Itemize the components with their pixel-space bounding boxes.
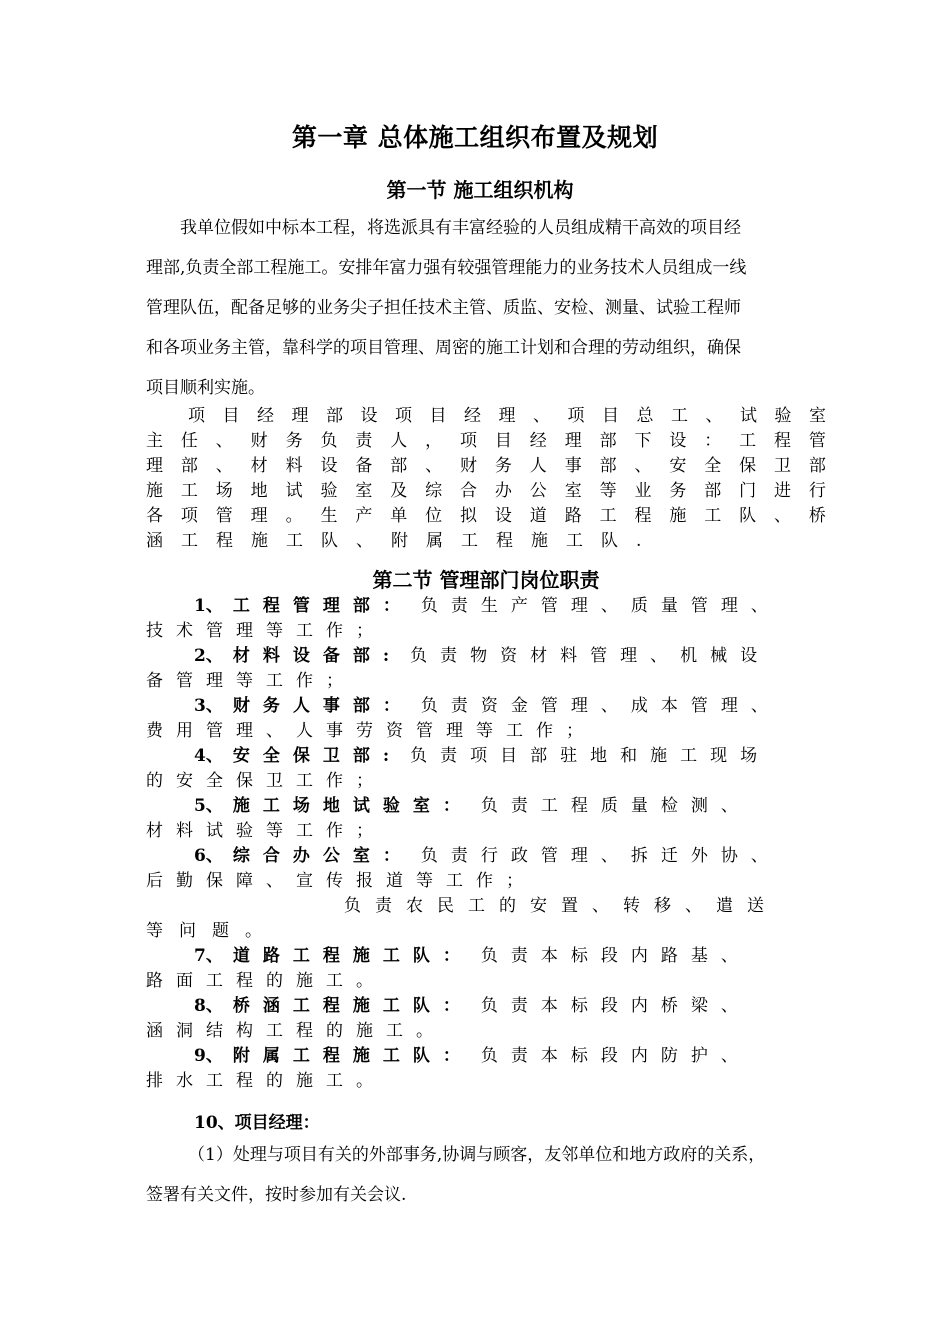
duty-number: 8、: [194, 996, 223, 1016]
duty-separator: ：: [442, 996, 473, 1016]
duty-item: [146, 944, 846, 969]
duty-description-continued: 排水工程的施工。: [146, 1071, 386, 1091]
duty-extra: [146, 894, 846, 919]
duty-department-name: 桥涵工程施工队: [232, 996, 443, 1016]
duty-description-continued: 备管理等工作；: [146, 671, 356, 691]
duty-number: 7、: [194, 946, 223, 966]
duty-number: 6、: [194, 846, 223, 866]
duty-description-continued: 后勤保障、宣传报道等工作；: [146, 871, 536, 891]
duties-list: [146, 594, 846, 1094]
paragraph-line: 我单位假如中标本工程，将选派具有丰富经验的人员组成精干高效的项目经: [180, 218, 741, 238]
duty-department-name: 工程管理部: [232, 596, 383, 616]
duty-department-name: 附属工程施工队: [232, 1046, 443, 1066]
paragraph-line: 签署有关文件，按时参加有关会议.: [146, 1185, 407, 1205]
paragraph-line: （1）处理与项目有关的外部事务,协调与顾客，友邻单位和地方政府的关系，: [188, 1145, 766, 1165]
paragraph-line: 管理队伍，配备足够的业务尖子担任技术主管、质监、安检、测量、试验工程师: [146, 298, 741, 318]
paragraph-organization-intro: [146, 208, 836, 408]
duty-department-name: 安全保卫部: [232, 746, 383, 766]
duty-description: 负责物资材料管理、机械设: [410, 646, 771, 666]
duty-department-name: 财务人事部: [232, 696, 383, 716]
duty-department-name: 施工场地试验室: [232, 796, 443, 816]
duty-number: 3、: [194, 696, 223, 716]
duty-description: 负责本标段内桥梁、: [480, 996, 751, 1016]
duty-separator: ：: [382, 846, 413, 866]
duty-item: [146, 1044, 846, 1069]
duty-continuation: [146, 669, 846, 694]
duty-description: 负责资金管理、成本管理、: [420, 696, 781, 716]
section-title-duties: 第二节 管理部门岗位职责: [372, 568, 600, 592]
duty-number: 1、: [194, 596, 223, 616]
duty-description: 负责工程质量检测、: [480, 796, 751, 816]
duty-department-name: 综合办公室: [232, 846, 383, 866]
duty-item: [146, 694, 846, 719]
duty-description-continued: 的安全保卫工作；: [146, 771, 386, 791]
duty-continuation: [146, 1069, 846, 1094]
section-title-organization: 第一节 施工组织机构: [386, 178, 574, 202]
duty-description-continued: 涵洞结构工程的施工。: [146, 1021, 446, 1041]
duty-description-continued: 技术管理等工作；: [146, 621, 386, 641]
duty-item: [146, 644, 846, 669]
duty-extra-continuation: [146, 919, 846, 944]
paragraph-line: 主 任 、 财 务 负 责 人 ， 项 目 经 理 部 下 设 ： 工 程 管: [146, 431, 826, 451]
duty-extra-description-continued: 等问题。: [146, 921, 278, 941]
paragraph-line: 项 目 经 理 部 设 项 目 经 理 、 项 目 总 工 、 试 验 室: [188, 406, 826, 426]
duty-continuation: [146, 619, 846, 644]
paragraph-line: 施 工 场 地 试 验 室 及 综 合 办 公 室 等 业 务 部 门 进 行: [146, 481, 826, 501]
paragraph-line: 项目顺利实施。: [146, 378, 265, 398]
chapter-title: 第一章 总体施工组织布置及规划: [291, 123, 659, 152]
paragraph-line: 涵 工 程 施 工 队 、 附 属 工 程 施 工 队 .: [146, 531, 642, 551]
paragraph-project-manager-duty: [146, 1135, 836, 1215]
duty-separator: ：: [442, 946, 473, 966]
duty-description-continued: 路面工程的施工。: [146, 971, 386, 991]
duty-separator: :: [382, 646, 403, 666]
paragraph-department-setup: [146, 404, 826, 554]
duty-separator: ：: [442, 796, 473, 816]
duty-number: 4、: [194, 746, 223, 766]
duty-continuation: [146, 969, 846, 994]
duty-description: 负责本标段内路基、: [480, 946, 751, 966]
duty-separator: ：: [382, 696, 413, 716]
duty-number: 9、: [194, 1046, 223, 1066]
duty-description: 负责项目部驻地和施工现场: [410, 746, 771, 766]
duty-continuation: [146, 1019, 846, 1044]
duty-description: 负责本标段内防护、: [480, 1046, 751, 1066]
duty-number: 2、: [194, 646, 223, 666]
duty-continuation: [146, 819, 846, 844]
item-10-heading: 10、项目经理：: [194, 1113, 320, 1133]
duty-description: 负责生产管理、质量管理、: [420, 596, 781, 616]
duty-extra-description: 负责农民工的安置、转移、遣送: [344, 896, 778, 916]
paragraph-line: 理部,负责全部工程施工。安排年富力强有较强管理能力的业务技术人员组成一线: [146, 258, 747, 278]
duty-separator: ：: [382, 596, 413, 616]
duty-description-continued: 费用管理、人事劳资管理等工作；: [146, 721, 596, 741]
duty-item: [146, 744, 846, 769]
paragraph-line: 和各项业务主管，靠科学的项目管理、周密的施工计划和合理的劳动组织，确保: [146, 338, 741, 358]
duty-continuation: [146, 719, 846, 744]
duty-continuation: [146, 869, 846, 894]
duty-continuation: [146, 769, 846, 794]
paragraph-line: 各 项 管 理 。 生 产 单 位 拟 设 道 路 工 程 施 工 队 、 桥: [146, 506, 826, 526]
duty-separator: ：: [442, 1046, 473, 1066]
duty-description: 负责行政管理、拆迁外协、: [420, 846, 781, 866]
duty-item: [146, 794, 846, 819]
duty-number: 5、: [194, 796, 223, 816]
duty-department-name: 道路工程施工队: [232, 946, 443, 966]
duty-description-continued: 材料试验等工作；: [146, 821, 386, 841]
duty-item: [146, 594, 846, 619]
duty-item: [146, 844, 846, 869]
duty-department-name: 材料设备部: [232, 646, 383, 666]
paragraph-line: 理 部 、 材 料 设 备 部 、 财 务 人 事 部 、 安 全 保 卫 部: [146, 456, 826, 476]
duty-item: [146, 994, 846, 1019]
duty-separator: :: [382, 746, 403, 766]
